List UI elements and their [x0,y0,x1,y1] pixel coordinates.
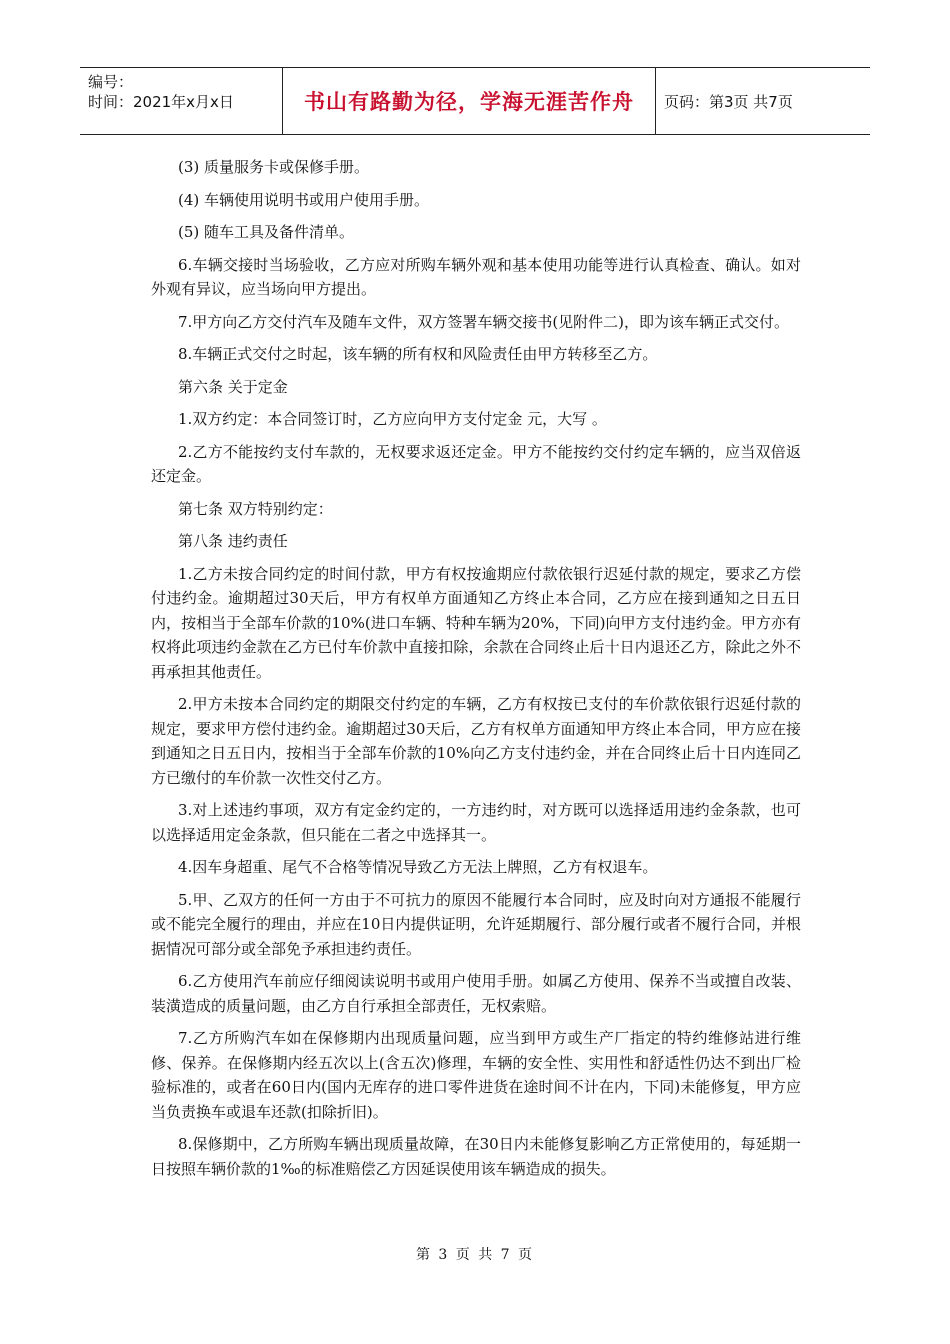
paragraph: (5) 随车工具及备件清单。 [178,223,355,241]
paragraph: (4) 车辆使用说明书或用户使用手册。 [178,190,430,209]
header-meta [80,68,283,134]
page-footer: 第 3 页 共 7 页 [415,1247,535,1263]
paragraph: 3.对上述违约事项，双方有定金约定的，一方违约时，对方既可以选择适用违约金条款，也可以选择适用定金条款，但只能在二者之中选择其一。 [151,801,801,844]
document-number-label: 编号： [88,73,134,91]
paragraph: 8.车辆正式交付之时起，该车辆的所有权和风险责任由甲方转移至乙方。 [178,345,658,363]
header-page-code: 页码：第3页 共7页 [664,92,793,111]
paragraph: 6.乙方使用汽车前应仔细阅读说明书或用户使用手册。如属乙方使用、保养不当或擅自改装、装潢造成的质量问题，由乙方自行承担全部责任，无权索赔。 [151,972,801,1015]
section-heading: 第六条 关于定金 [178,377,288,396]
paragraph: 7.甲方向乙方交付汽车及随车文件，双方签署车辆交接书(见附件二)，即为该车辆正式交付。 [178,312,790,331]
section-heading: 第七条 双方特别约定： [178,499,333,518]
section-heading: 第八条 违约责任 [178,532,288,550]
paragraph: 2.乙方不能按约支付车款的，无权要求返还定金。甲方不能按约交付约定车辆的，应当双倍返还定金。 [151,442,801,485]
page-header [80,67,870,135]
paragraph: 5.甲、乙双方的任何一方由于不可抗力的原因不能履行本合同时，应及时向对方通报不能履行或不能完全履行的理由，并应在10日内提供证明，允许延期履行、部分履行或者不履行合同，并根据情况可部分或全部免予承担违约责任。 [151,890,801,958]
header-motto: 书山有路勤为径，学海无涯苦作舟 [283,68,656,134]
paragraph: 2.甲方未按本合同约定的期限交付约定的车辆，乙方有权按已支付的车价款依银行迟延付款的规定，要求甲方偿付违约金。逾期超过30天后，乙方有权单方面通知甲方终止本合同，甲方应在接到通知之日五日内，按相当于全部车价款的10%向乙方支付违约金，并在合同终止后十日内连同乙方已缴付的车价款一次性交付乙方。 [151,695,801,787]
paragraph: 8.保修期中，乙方所购车辆出现质量故障，在30日内未能修复影响乙方正常使用的，每延期一日按照车辆价款的1‰的标准赔偿乙方因延误使用该车辆造成的损失。 [151,1135,801,1178]
paragraph: 7.乙方所购汽车如在保修期内出现质量问题，应当到甲方或生产厂指定的特约维修站进行维修、保养。在保修期内经五次以上(含五次)修理，车辆的安全性、实用性和舒适性仍达不到出厂检验标准的，或者在60日内(国内无库存的进口零件进货在途时间不计在内，下同)未能修复，甲方应当负责换车或退车还款(扣除折旧)。 [151,1029,801,1121]
paragraph: 1.乙方未按合同约定的时间付款，甲方有权按逾期应付款依银行迟延付款的规定，要求乙方偿付违约金。逾期超过30天后，甲方有权单方面通知乙方终止本合同，乙方应在接到通知之日五日内，按相当于全部车价款的10%(进口车辆、特种车辆为20%，下同)向甲方支付违约金。甲方亦有权将此项违约金款在乙方已付车价款中直接扣除，余款在合同终止后十日内退还乙方，除此之外不再承担其他责任。 [151,564,801,681]
paragraph: 6.车辆交接时当场验收，乙方应对所购车辆外观和基本使用功能等进行认真检查、确认。如对外观有异议，应当场向甲方提出。 [151,255,801,298]
document-time-label: 时间：2021年x月x日 [88,93,234,111]
document-body [151,155,801,1189]
paragraph: 4.因车身超重、尾气不合格等情况导致乙方无法上牌照，乙方有权退车。 [178,858,658,876]
paragraph: (3) 质量服务卡或保修手册。 [178,158,370,176]
paragraph: 1.双方约定：本合同签订时，乙方应向甲方支付定金 元，大写 。 [178,410,607,428]
